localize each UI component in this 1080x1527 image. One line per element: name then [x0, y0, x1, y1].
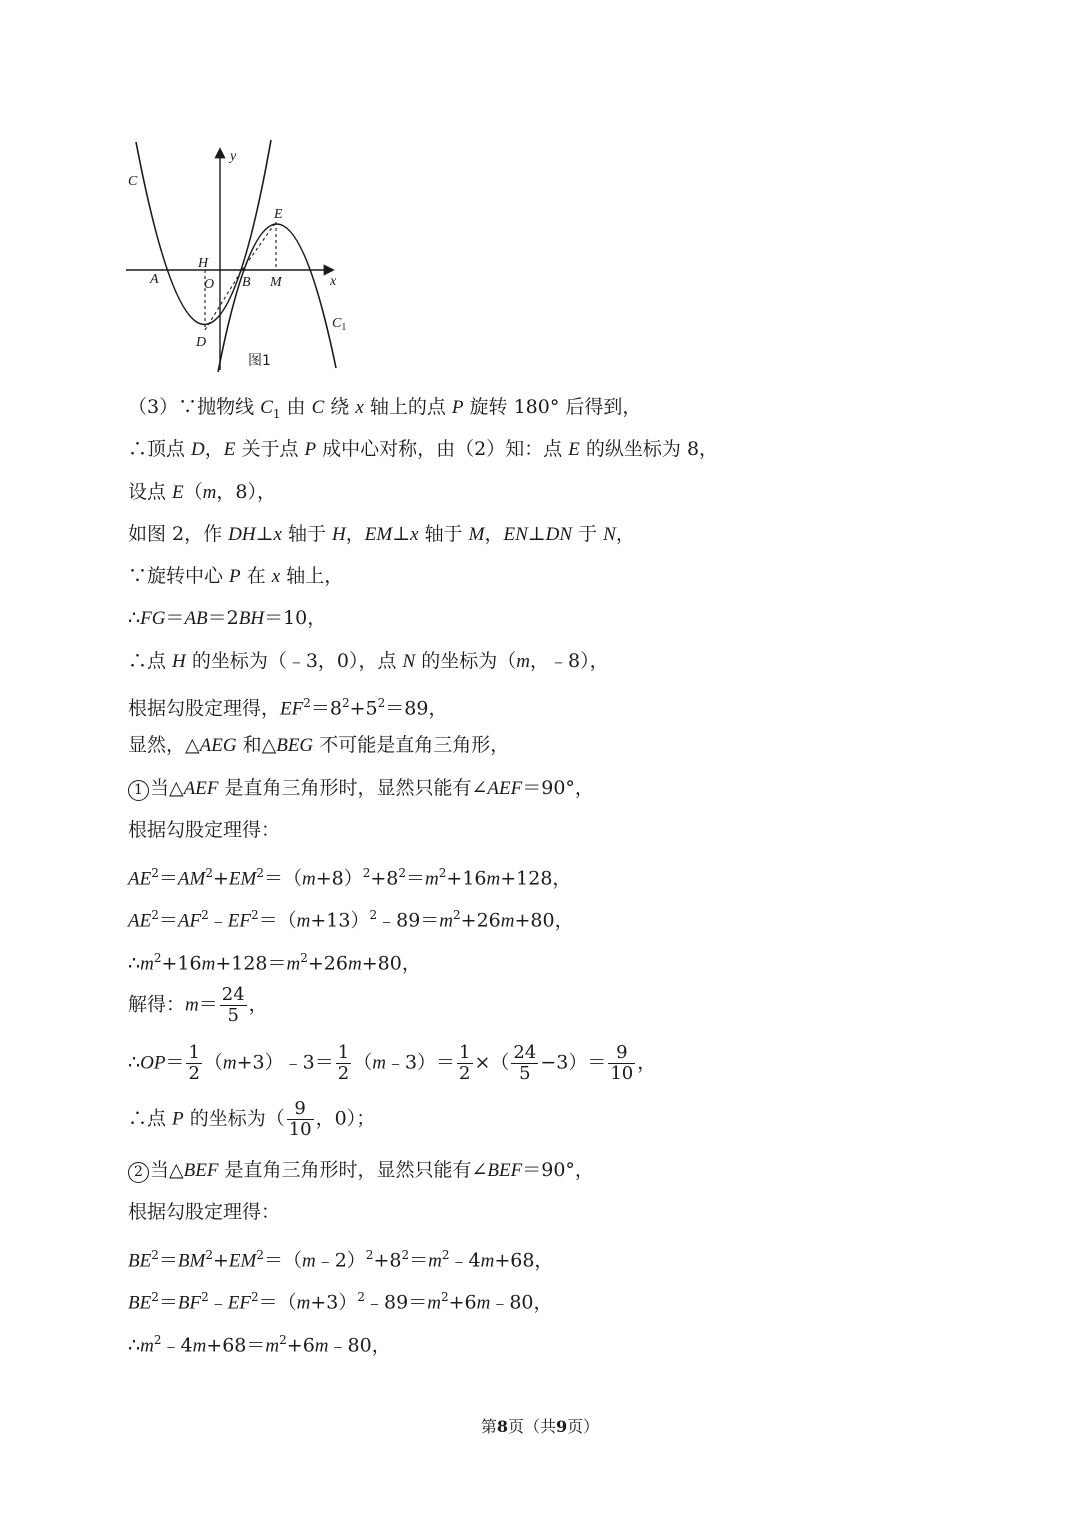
- parabola-figure: [124, 138, 360, 372]
- footer-prefix: 第: [480, 1417, 497, 1436]
- line-19: 根据勾股定理得：: [128, 1201, 281, 1223]
- line-13: $AE^2=AF^2﹣EF^2=(m+13)^2﹣89=m^2+26m+80$，: [128, 908, 574, 932]
- footer-total-pages: 9: [556, 1417, 568, 1436]
- line-9: 显然，△AEG 和△BEG 不可能是直角三角形，: [128, 734, 510, 756]
- label-x: x: [330, 274, 337, 289]
- line-2: ∴顶点 D，E 关于点 P 成中心对称，由（2）知：点 E 的纵坐标为 8，: [128, 438, 719, 460]
- line-8: 根据勾股定理得，$EF^2=8^2+5^2=89$，: [128, 696, 448, 720]
- label-o: O: [204, 277, 215, 292]
- footer-mid: 页（共: [507, 1417, 556, 1436]
- line-18: 2 当△BEF 是直角三角形时，显然只能有∠BEF＝90°，: [128, 1158, 594, 1183]
- line-3: 设点 E（m，8），: [128, 481, 276, 503]
- line-4: 如图 2，作 DH⊥x 轴于 H，EM⊥x 轴于 M，EN⊥DN 于 N，: [128, 523, 635, 545]
- line-15: 解得：m＝ $\frac{24}{5}$ ，: [128, 984, 268, 1026]
- label-h: H: [198, 256, 209, 271]
- line-21: $BE^2=BF^2﹣EF^2=(m+3)^2﹣89=m^2+6m﹣80$，: [128, 1290, 553, 1314]
- line-1: （3）∵抛物线 $C_1$ 由 C 绕 x 轴上的点 P 旋转 180° 后得到，: [128, 396, 642, 421]
- label-c: C: [128, 174, 138, 189]
- label-d: D: [196, 335, 207, 350]
- line-11: 根据勾股定理得：: [128, 819, 281, 841]
- line-12: $AE^2=AM^2+EM^2=(m+8)^2+8^2=m^2+16m+128$，: [128, 866, 572, 890]
- label-a: A: [150, 272, 159, 287]
- parabola-c: [136, 140, 271, 325]
- label-y: y: [230, 149, 237, 164]
- footer-suffix: 页）: [567, 1417, 600, 1436]
- line-14: $\therefore m^2+16m+128=m^2+26m+80$，: [128, 951, 421, 975]
- figure-caption: 图1: [248, 353, 271, 369]
- line-17: ∴点 P 的坐标为（ $\frac{9}{10}$ ，0）；: [128, 1098, 376, 1140]
- page-footer: [0, 1414, 1080, 1437]
- label-e: E: [274, 207, 283, 222]
- label-c1: $C_1$: [332, 316, 347, 333]
- line-16: ∴OP＝ $\frac{1}{2}$ （m+3）﹣3＝ $\frac{1}{2}$ （m﹣3）＝ $\frac{1}{2}$ ×（ $\frac{24}{5}$ −3）＝ $\frac{9}{10}$ ，: [128, 1042, 657, 1084]
- line-20: $BE^2=BM^2+EM^2=(m﹣2)^2+8^2=m^2﹣4m+68$，: [128, 1248, 554, 1272]
- line-22: $\therefore m^2﹣4m+68=m^2+6m﹣80$，: [128, 1333, 391, 1357]
- dashed-be: [242, 222, 276, 270]
- label-b: B: [242, 275, 251, 290]
- parabola-c1: [218, 224, 336, 372]
- label-m: M: [270, 275, 282, 290]
- line-6: ∴FG＝AB＝2BH＝10，: [128, 607, 327, 629]
- line-7: ∴点 H 的坐标为（﹣3，0），点 N 的坐标为（m，﹣8），: [128, 650, 609, 672]
- line-10: 1 当△AEF 是直角三角形时，显然只能有∠AEF＝90°，: [128, 776, 594, 801]
- line-5: ∵旋转中心 P 在 x 轴上，: [128, 565, 344, 587]
- footer-page-number: 8: [496, 1417, 508, 1436]
